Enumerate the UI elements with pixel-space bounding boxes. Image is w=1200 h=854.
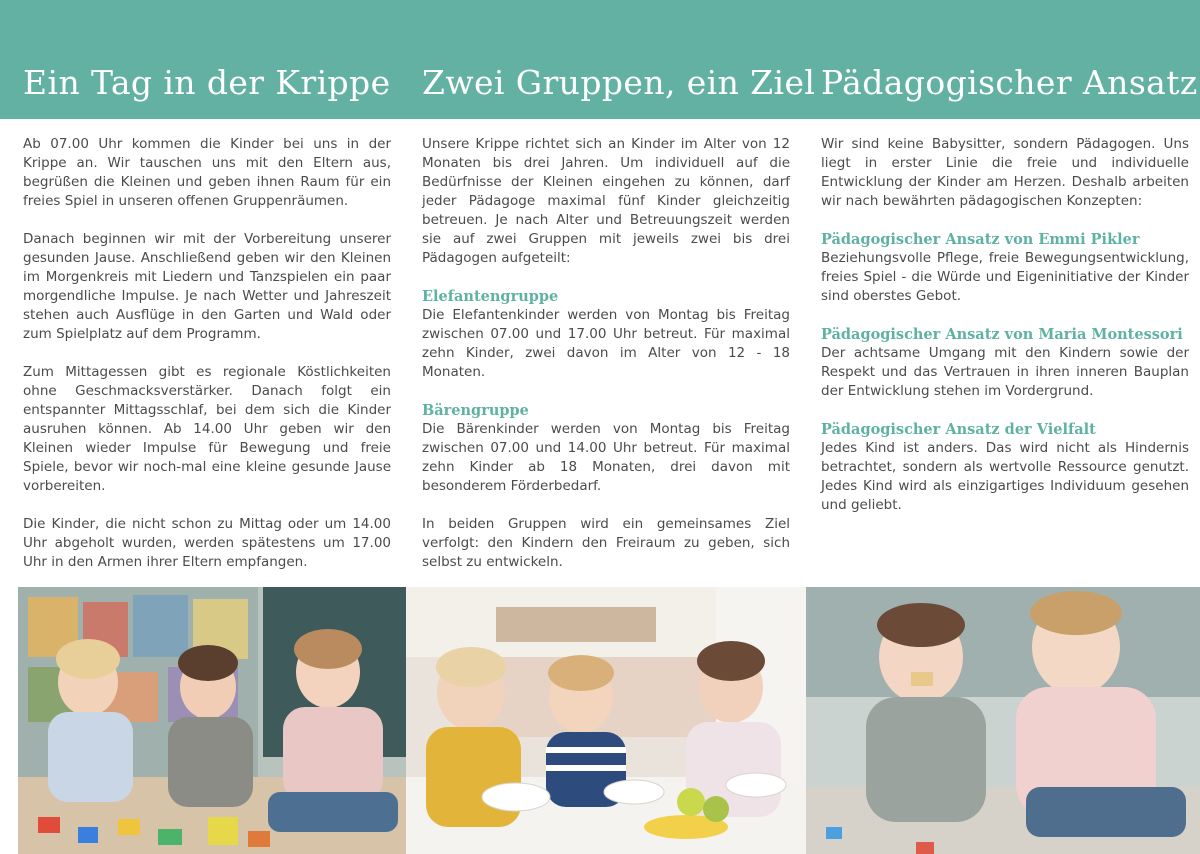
paragraph: Danach beginnen wir mit der Vorbereitung unserer gesunden Jause. Anschließend geben wir den Kleinen im Morgenkreis mit Liedern und Tanzspielen ein paar morgendliche Impulse. Je nach Wetter und Jahreszeit stehen auch Ausflüge in den Garten und Wald oder zum Spielplatz auf dem Programm. (23, 231, 391, 342)
intro-paragraph: Wir sind keine Babysitter, sondern Pädagogen. Uns liegt in erster Linie die freie und individuelle Entwicklung der Kinder am Herzen. Deshalb arbeiten wir nach bewährten pädagogischen Konzepten: (821, 136, 1189, 209)
approach-text: Jedes Kind ist anders. Das wird nicht als Hindernis betrachtet, sondern als wertvolle Ressource genutzt. Jedes Kind wird als einzigartiges Individuum gesehen und geliebt. (821, 440, 1189, 513)
column-3-title: Pädagogischer Ansatz (821, 63, 1198, 102)
photo-children-eating (406, 587, 806, 854)
group-section (422, 401, 790, 496)
group-section (422, 287, 790, 382)
approach-heading: Pädagogischer Ansatz der Vielfalt (821, 421, 1096, 438)
outro-paragraph: In beiden Gruppen wird ein gemeinsames Ziel verfolgt: den Kindern den Freiraum zu geben, sich selbst zu entwickeln. (422, 516, 790, 570)
paragraph: Die Kinder, die nicht schon zu Mittag oder um 14.00 Uhr abgeholt wurden, werden spätestens um 17.00 Uhr in den Armen ihrer Eltern empfangen. (23, 516, 391, 570)
approach-heading: Pädagogischer Ansatz von Emmi Pikler (821, 231, 1140, 248)
approach-heading: Pädagogischer Ansatz von Maria Montessori (821, 326, 1183, 343)
column-2-title: Zwei Gruppen, ein Ziel (422, 63, 816, 102)
paragraph: Zum Mittagessen gibt es regionale Köstlichkeiten ohne Geschmacksverstärker. Danach folgt ein entspannter Mittagsschlaf, bei dem sich die Kinder ausruhen können. Ab 14.00 Uhr geben wir den Kleinen wieder Impulse für Bewegung und freie Spiele, bevor wir noch-mal eine kleine gesunde Jause vorbereiten. (23, 364, 391, 494)
group-heading: Bärengruppe (422, 402, 529, 419)
column-day-in-creche (23, 135, 391, 591)
approach-text: Der achtsame Umgang mit den Kindern sowie der Respekt und das Vertrauen in ihren inneren Bauplan der Entwicklung stehen im Vordergrund. (821, 345, 1189, 399)
paragraph: Ab 07.00 Uhr kommen die Kinder bei uns in der Krippe an. Wir tauschen uns mit den Eltern aus, begrüßen die Kleinen und geben ihnen Raum für ein freies Spiel in unseren offenen Gruppenräumen. (23, 136, 391, 209)
column-1-title: Ein Tag in der Krippe (23, 63, 391, 102)
group-text: Die Elefantenkinder werden von Montag bis Freitag zwischen 07.00 und 17.00 Uhr betreut. Für maximal zehn Kinder, zwei davon im Alter von 12 - 18 Monaten. (422, 307, 790, 380)
approach-section (821, 420, 1189, 515)
group-text: Die Bärenkinder werden von Montag bis Freitag zwischen 07.00 und 14.00 Uhr betreut. Für maximal zehn Kinder ab 18 Monaten, drei davon mit besonderem Förderbedarf. (422, 421, 790, 494)
photo-two-toddlers (806, 587, 1200, 854)
photo-strip (0, 587, 1200, 854)
group-heading: Elefantengruppe (422, 288, 559, 305)
column-two-groups (422, 135, 790, 591)
approach-text: Beziehungsvolle Pflege, freie Bewegungsentwicklung, freies Spiel - die Würde und Eigeninitiative der Kinder sind oberstes Gebot. (821, 250, 1189, 304)
photo-children-playing (18, 587, 406, 854)
intro-paragraph: Unsere Krippe richtet sich an Kinder im Alter von 12 Monaten bis drei Jahren. Um individuell auf die Bedürfnisse der Kleinen eingehen zu können, darf jeder Pädagoge maximal fünf Kinder gleichzeitig betreuen. Je nach Alter und Betreuungszeit werden sie auf zwei Gruppen mit jeweils zwei bis drei Pädagogen aufgeteilt: (422, 136, 790, 266)
approach-section (821, 230, 1189, 306)
column-pedagogy (821, 135, 1189, 534)
approach-section (821, 325, 1189, 401)
